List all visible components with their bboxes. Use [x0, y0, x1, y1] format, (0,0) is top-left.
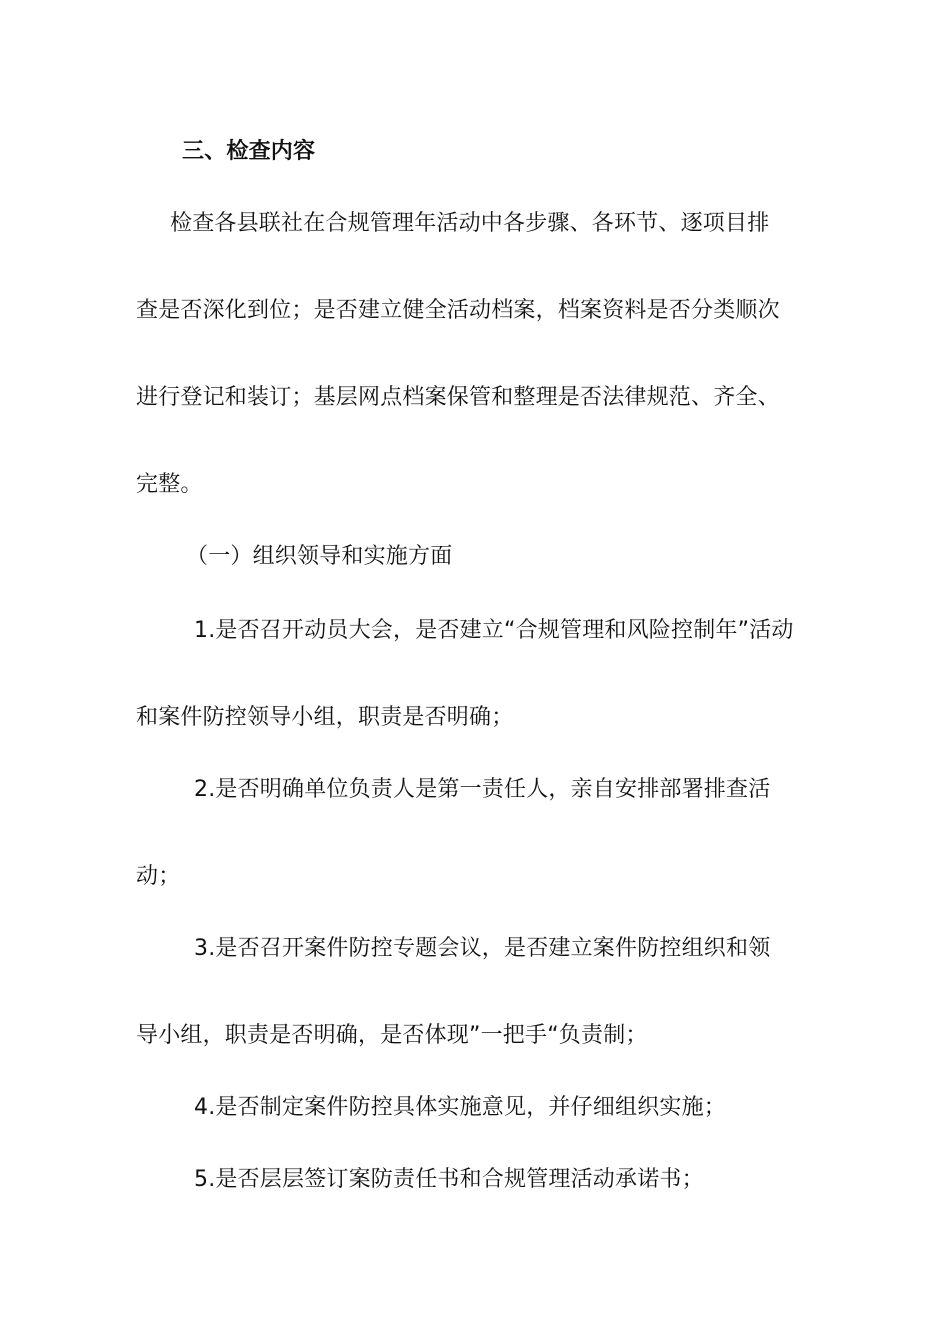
item-2-line-2: 动；	[136, 864, 181, 889]
subheading: （一）组织领导和实施方面	[186, 544, 453, 569]
item-1-line-2: 和案件防控领导小组，职责是否明确；	[136, 705, 514, 730]
intro-line-4: 完整。	[136, 472, 203, 497]
item-5-line-1: 5.是否层层签订案防责任书和合规管理活动承诺书；	[194, 1167, 704, 1192]
section-heading: 三、检查内容	[182, 139, 316, 164]
intro-line-1: 检查各县联社在合规管理年活动中各步骤、各环节、逐项目排	[170, 211, 770, 236]
item-1-line-1: 1.是否召开动员大会，是否建立“合规管理和风险控制年”活动	[194, 618, 794, 643]
item-3-line-1: 3.是否召开案件防控专题会议，是否建立案件防控组织和领	[194, 936, 771, 961]
intro-line-3: 进行登记和装订；基层网点档案保管和整理是否法律规范、齐全、	[136, 385, 780, 410]
item-4-line-1: 4.是否制定案件防控具体实施意见，并仔细组织实施；	[194, 1095, 726, 1120]
intro-line-2: 查是否深化到位；是否建立健全活动档案，档案资料是否分类顺次	[136, 298, 780, 323]
item-3-line-2: 导小组，职责是否明确，是否体现”一把手“负责制；	[136, 1023, 648, 1048]
item-2-line-1: 2.是否明确单位负责人是第一责任人，亲自安排部署排查活	[194, 777, 771, 802]
